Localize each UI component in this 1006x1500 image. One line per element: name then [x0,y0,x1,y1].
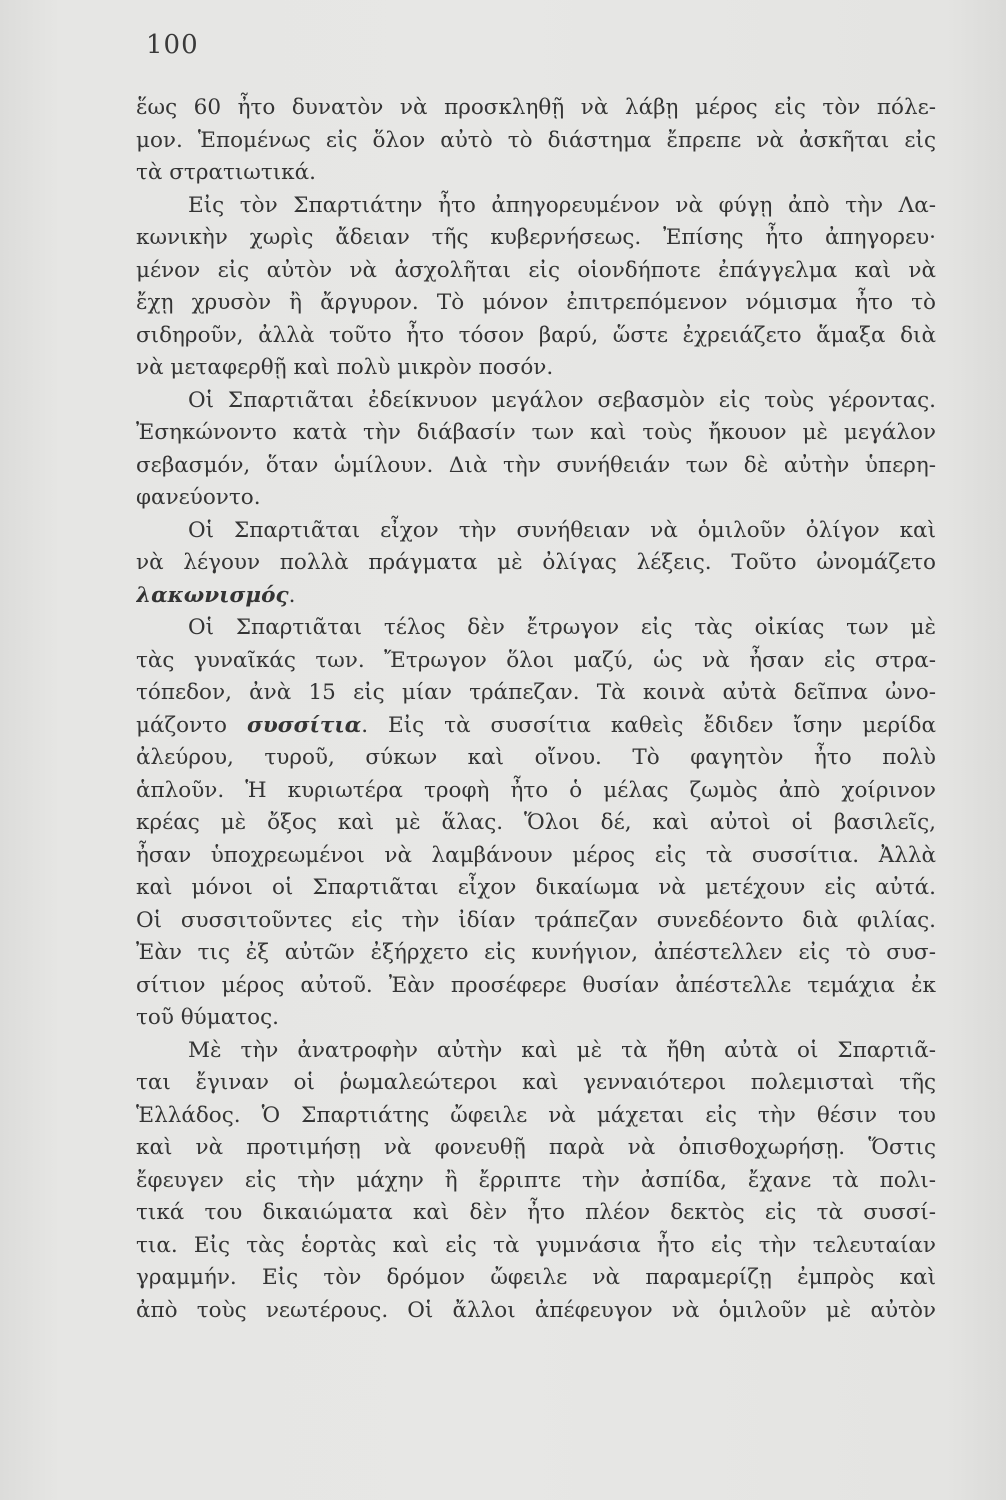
text-line: τὰ στρατιωτικά. [136,160,316,185]
text-line: Οἱ Σπαρτιᾶται εἶχον τὴν συνήθειαν νὰ ὁμιλοῦν ὀλίγον καὶ [188,517,936,543]
text-line: κωνικὴν χωρὶς ἄδειαν τῆς κυβερνήσεως. Ἐπίσης ἦτο ἀπηγορευ· [136,225,936,250]
text-line: Ἐσηκώνοντο κατὰ τὴν διάβασίν των καὶ τοὺς ἤκουον μὲ μεγάλον [136,420,936,445]
line-fragment: μάζοντο [136,712,227,738]
text-line: νὰ μεταφερθῇ καὶ πολὺ μικρὸν ποσόν. [136,355,554,380]
text-line: καὶ μόνοι οἱ Σπαρτιᾶται εἶχον δικαίωμα νὰ μετέχουν εἰς αὐτά. [136,875,936,900]
text-line: ἕως 60 ἦτο δυνατὸν νὰ προσκληθῇ νὰ λάβῃ μέρος εἰς τὸν πόλε- [136,95,936,120]
text-line: ἔφευγεν εἰς τὴν μάχην ἢ ἔρριπτε τὴν ἀσπίδα, ἔχανε τὰ πολι- [136,1167,936,1193]
text-line: Εἰς τὸν Σπαρτιάτην ἦτο ἀπηγορευμένον νὰ φύγῃ ἀπὸ τὴν Λα- [188,192,936,218]
text-line: ἀπὸ τοὺς νεωτέρους. Οἱ ἄλλοι ἀπέφευγον νὰ ὁμιλοῦν μὲ αὐτὸν [136,1297,936,1323]
text-line: σίτιον μέρος αὐτοῦ. Ἐὰν προσέφερε θυσίαν ἀπέστελλε τεμάχια ἐκ [136,972,936,998]
text-line: μον. Ἑπομένως εἰς ὅλον αὐτὸ τὸ διάστημα ἔπρεπε νὰ ἀσκῆται εἰς [136,127,936,153]
text-line: τοῦ θύματος. [136,1005,279,1030]
text-line: ἦσαν ὑποχρεωμένοι νὰ λαμβάνουν μέρος εἰς τὰ συσσίτια. Ἀλλὰ [136,842,936,868]
text-line [136,710,936,743]
text-line: Ἑλλάδος. Ὁ Σπαρτιάτης ὤφειλε νὰ μάχεται εἰς τὴν θέσιν του [136,1102,936,1128]
text-line: τια. Εἰς τὰς ἑορτὰς καὶ εἰς τὰ γυμνάσια ἦτο εἰς τὴν τελευταίαν [136,1232,936,1258]
text-line: Ἐὰν τις ἐξ αὐτῶν ἐξήρχετο εἰς κυνήγιον, ἀπέστελλεν εἰς τὸ συσ- [136,940,936,965]
text-line: μένον εἰς αὐτὸν νὰ ἀσχολῆται εἰς οἱονδήποτε ἐπάγγελμα καὶ νὰ [136,257,936,283]
text-line: Οἱ Σπαρτιᾶται τέλος δὲν ἔτρωγον εἰς τὰς οἰκίας των μὲ [188,615,936,640]
text-line: ἁπλοῦν. Ἡ κυριωτέρα τροφὴ ἦτο ὁ μέλας ζωμὸς ἀπὸ χοίρινον [136,777,936,803]
body-text [136,92,936,1327]
text-line: τικά του δικαιώματα καὶ δὲν ἦτο πλέον δεκτὸς εἰς τὰ συσσί- [136,1200,936,1225]
line-fragment: . Εἰς τὰ συσσίτια καθεὶς ἔδιδεν ἴσην μερίδα [361,712,936,738]
term-syssitia: συσσίτια [246,712,362,738]
text-line: τόπεδον, ἀνὰ 15 εἰς μίαν τράπεζαν. Τὰ κοινὰ αὐτὰ δεῖπνα ὠνο- [136,680,936,705]
text-line [136,580,936,613]
text-line: καὶ νὰ προτιμήσῃ νὰ φονευθῇ παρὰ νὰ ὀπισθοχωρήσῃ. Ὅστις [136,1135,936,1160]
text-line: σεβασμόν, ὅταν ὡμίλουν. Διὰ τὴν συνήθειάν των δὲ αὐτὴν ὑπερη- [136,452,936,478]
text-line: σιδηροῦν, ἀλλὰ τοῦτο ἦτο τόσον βαρύ, ὥστε ἐχρειάζετο ἅμαξα διὰ [136,322,936,348]
text-line: Μὲ τὴν ἀνατροφὴν αὐτὴν καὶ μὲ τὰ ἤθη αὐτὰ οἱ Σπαρτιᾶ- [188,1037,936,1063]
text-line: ται ἔγιναν οἱ ῥωμαλεώτεροι καὶ γενναιότεροι πολεμισταὶ τῆς [136,1070,936,1095]
term-lakonismos: λακωνισμός [136,582,289,608]
text-line: ἀλεύρου, τυροῦ, σύκων καὶ οἴνου. Τὸ φαγητὸν ἦτο πολὺ [136,745,936,770]
text-line: γραμμήν. Εἰς τὸν δρόμον ὤφειλε νὰ παραμερίζῃ ἐμπρὸς καὶ [136,1265,936,1290]
text-line: ἔχῃ χρυσὸν ἢ ἄργυρον. Τὸ μόνον ἐπιτρεπόμενον νόμισμα ἦτο τὸ [136,290,936,315]
text-line: φανεύοντο. [136,485,261,510]
text-line: Οἱ συσσιτοῦντες εἰς τὴν ἰδίαν τράπεζαν συνεδέοντο διὰ φιλίας. [136,907,936,933]
text-line: τὰς γυναῖκάς των. Ἔτρωγον ὅλοι μαζύ, ὡς νὰ ἦσαν εἰς στρα- [136,647,936,673]
text-line: Οἱ Σπαρτιᾶται ἐδείκνυον μεγάλον σεβασμὸν εἰς τοὺς γέροντας. [188,387,936,413]
page-number: 100 [146,30,199,60]
text-line: κρέας μὲ ὄξος καὶ μὲ ἅλας. Ὅλοι δέ, καὶ αὐτοὶ οἱ βασιλεῖς, [136,810,936,835]
text-line: νὰ λέγουν πολλὰ πράγματα μὲ ὀλίγας λέξεις. Τοῦτο ὠνομάζετο [136,550,936,575]
line-fragment: . [288,582,296,608]
